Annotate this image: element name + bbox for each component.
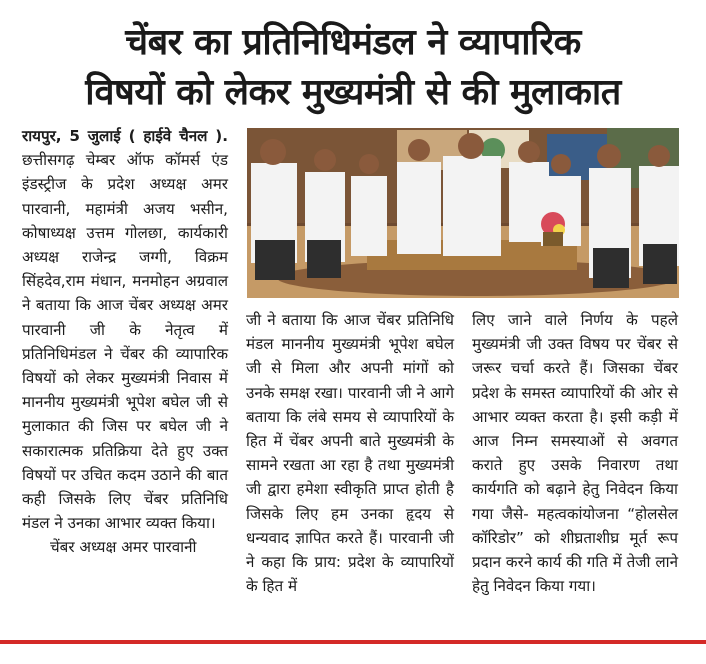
column-3-body: लिए जाने वाले निर्णय के पहले मुख्यमंत्री जी उक्त विषय पर चेंबर से जरूर चर्चा करते हैं। जिसका चेंबर प्रदेश के समस्त व्यापारियों की ओर से आभार व्यक्त करता है। इसी कड़ी में आज निम्न समस्याओं से अवगत कराते हुए उसके निवारण तथा कार्यगति को बढ़ाने हेतु निवेदन किया गया जैसे- महत्वकांयोजना “होलसेल कॉरिडोर” को शीघ्रताशीघ्र मूर्त रूप प्रदान करने कार्य की गति में तेजी लाने हेतु निवेदन किया गया। <box>472 311 678 596</box>
bottom-red-rule <box>0 640 706 644</box>
dateline: रायपुर, 5 जुलाई ( हाईवे चैनल ). <box>22 127 228 145</box>
headline-line-1: चेंबर का प्रतिनिधिमंडल ने व्यापारिक <box>125 22 581 63</box>
column-1-paragraph-2: चेंबर अध्यक्ष अमर पारवानी <box>50 538 197 557</box>
column-1-body: छत्तीसगढ़ चेम्बर ऑफ कॉमर्स एंड इंडस्ट्रीज के प्रदेश अध्यक्ष अमर पारवानी, महामंत्री अजय भसीन, कोषाध्यक्ष उत्तम गोलछा, कार्यकारी अध्यक्ष राजेन्द्र जग्गी, विक्रम सिंहदेव,राम मंधान, मनमोहन अग्रवाल ने बताया कि आज चेंबर अध्यक्ष अमर पारवानी जी के नेतृत्व में प्रतिनिधिमंडल ने चेंबर की व्यापारिक विषयों को लेकर मुख्यमंत्री निवास में माननीय मुख्यमंत्री भूपेश बघेल जी से मुलाकात की जिस पर बघेल जी ने सकारात्मक प्रतिक्रिया देते हुए उक्त विषयों पर उचित कदम उठाने की बात कही जिसके लिए चेंबर प्रतिनिधि मंडल ने उनका आभार व्यक्त किया। <box>22 151 228 533</box>
news-photo <box>247 128 679 298</box>
headline <box>0 18 706 118</box>
article-column-2 <box>246 308 454 598</box>
column-1-paragraph-1 <box>22 124 228 535</box>
article-column-1 <box>22 124 228 560</box>
meeting-photo-illustration <box>247 128 679 298</box>
headline-line-2: विषयों को लेकर मुख्यमंत्री से की मुलाकात <box>85 72 621 113</box>
column-2-body: जी ने बताया कि आज चेंबर प्रतिनिधि मंडल माननीय मुख्यमंत्री भूपेश बघेल जी से मिला और अपनी मांगों को उनके समक्ष रखा। पारवानी जी ने आगे बताया कि लंबे समय से व्यापारियों के हित में चेंबर अपनी बाते मुख्यमंत्री के सामने रखता आ रहा है तथा मुख्यमंत्री जी द्वारा हमेशा स्वीकृति प्राप्त होती है जिसके लिए हम उनका हृदय से धन्यवाद ज्ञापित करते हैं। पारवानी जी ने कहा कि प्राय: प्रदेश के व्यापारियों के हित में <box>246 311 454 596</box>
article-column-3 <box>472 308 678 598</box>
